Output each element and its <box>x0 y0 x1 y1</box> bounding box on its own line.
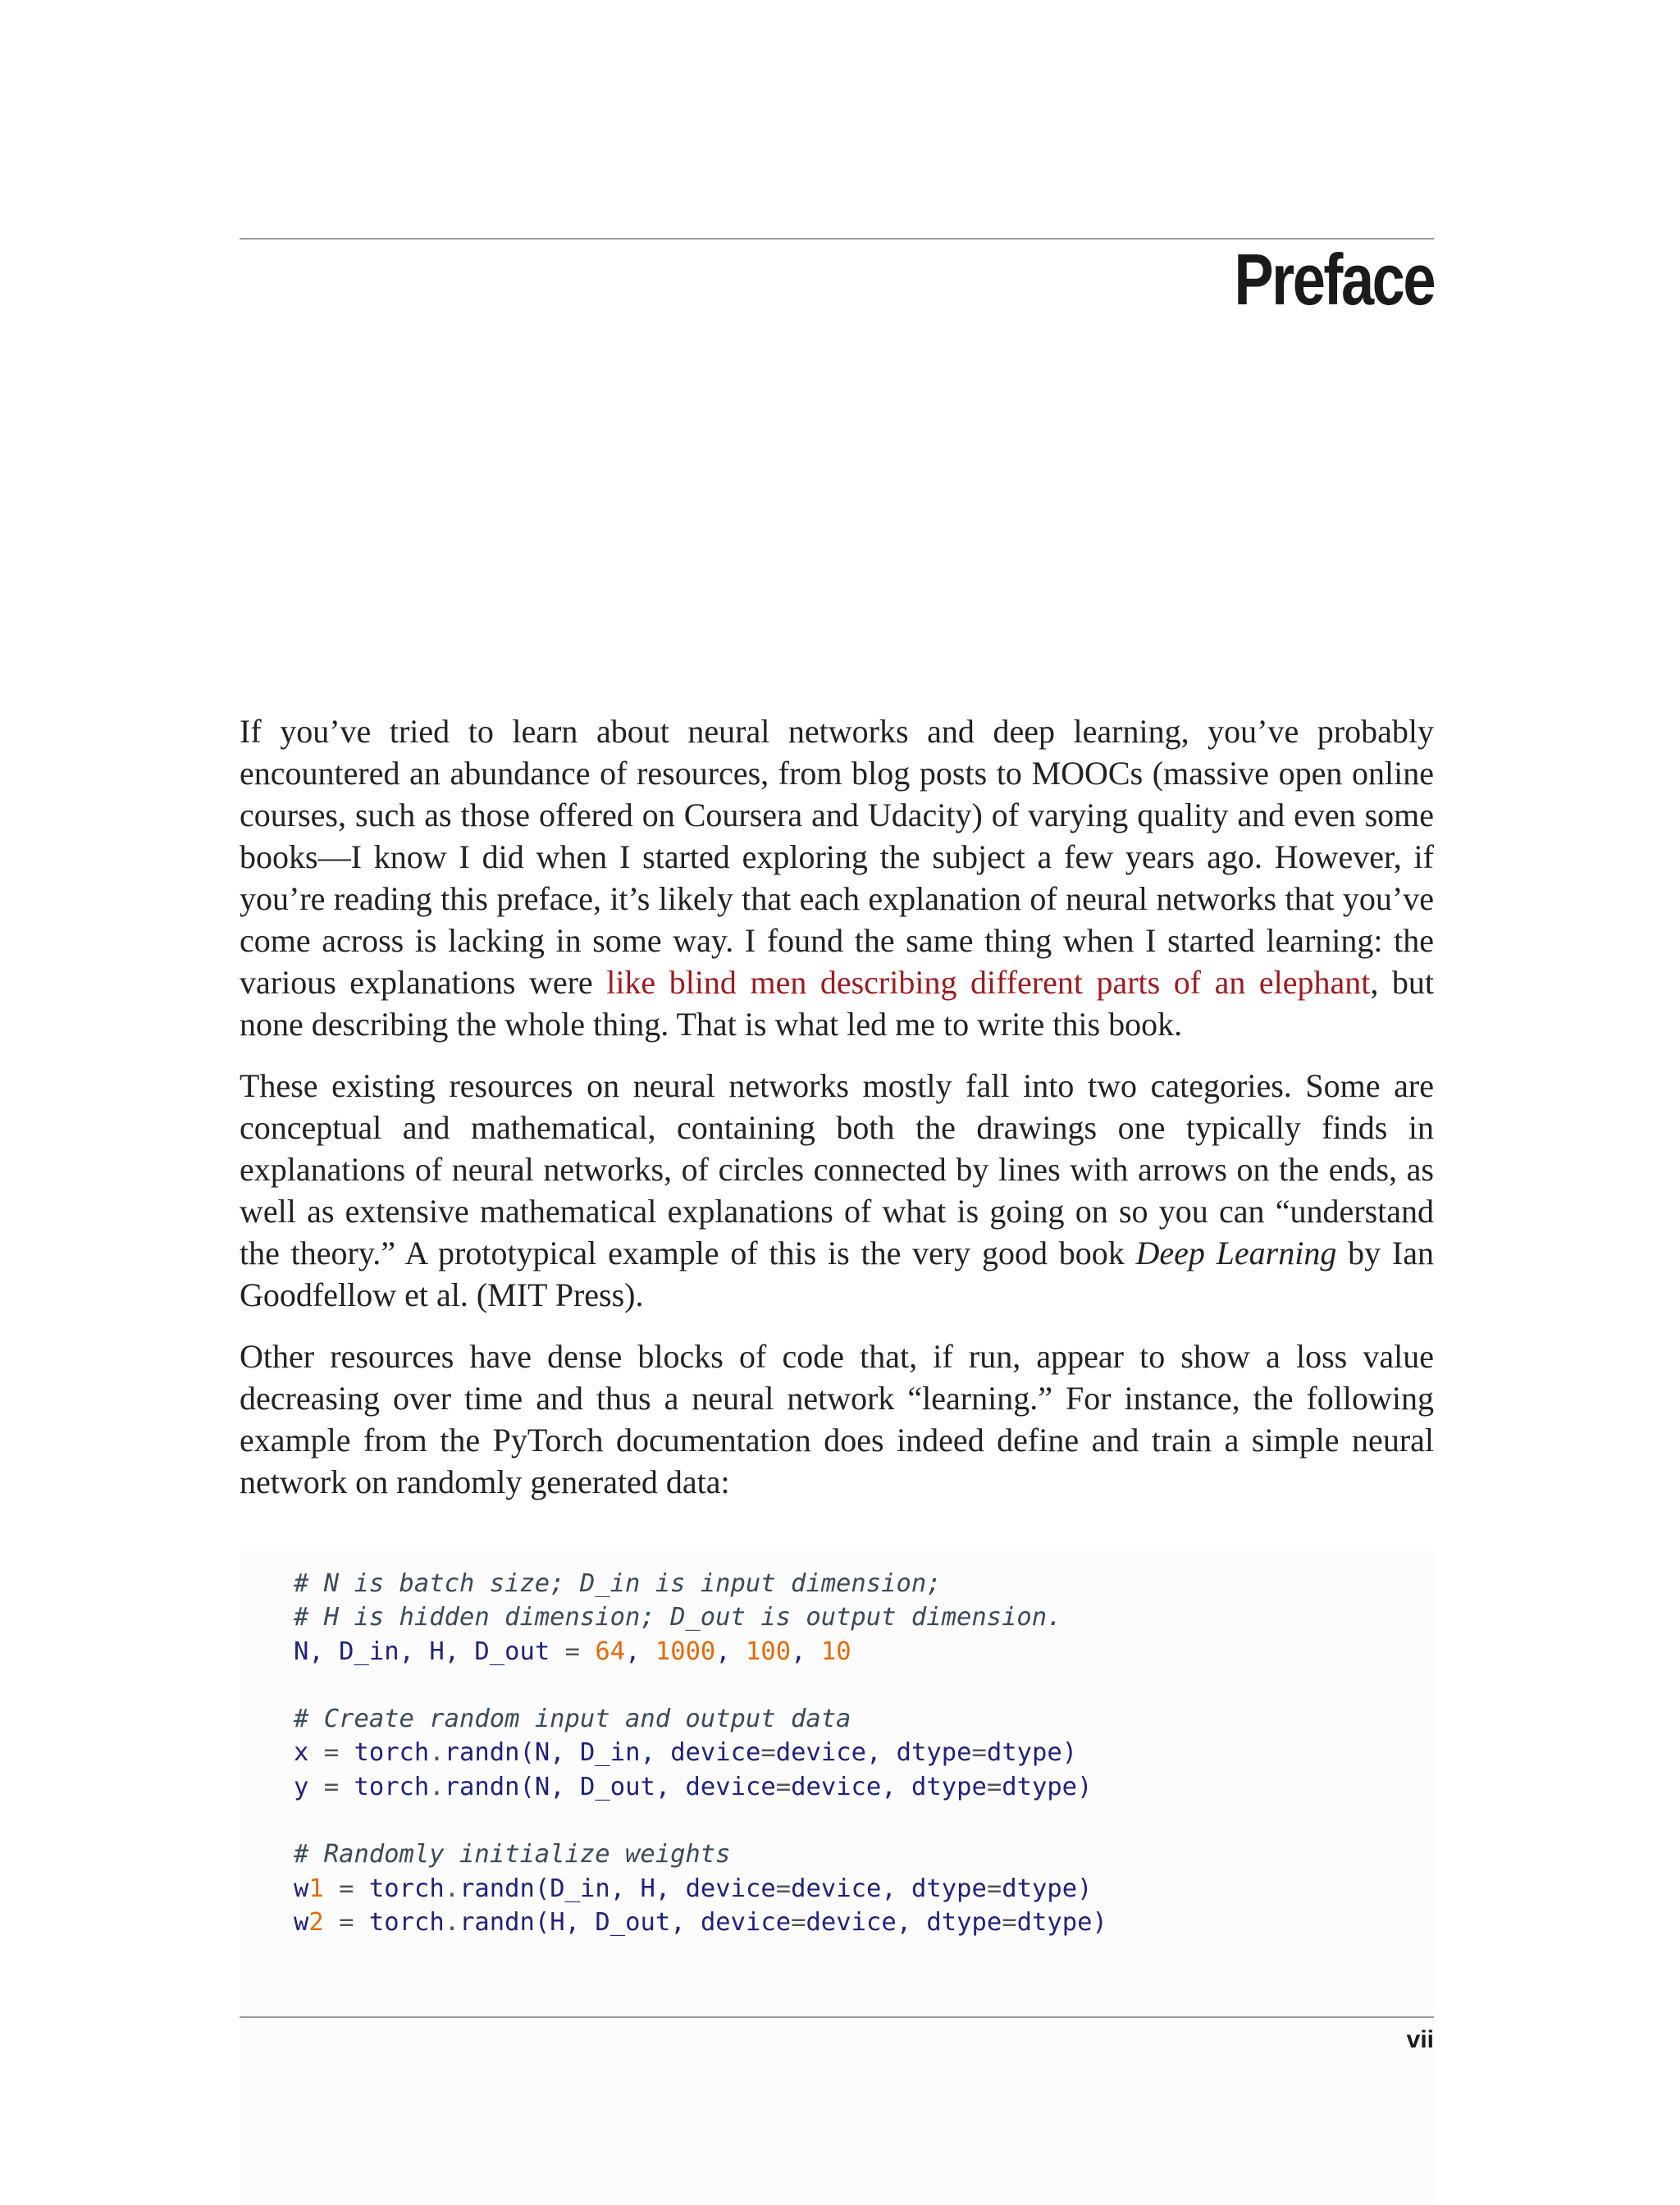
page-number: vii <box>1406 2026 1434 2053</box>
paragraph-1-text-end: , but none describing the whole thing. That is what led me to write this book. <box>240 964 1434 1043</box>
book-title-deep-learning: Deep Learning <box>1135 1235 1337 1271</box>
code-line: # H is hidden dimension; D_out is output dimension. <box>294 1603 1062 1632</box>
elephant-link[interactable]: like blind men describing different parts of an elephant <box>606 964 1371 1001</box>
code-line: w2 = torch.randn(H, D_out, device=device, dtype=dtype) <box>294 1907 1107 1937</box>
code-line: y = torch.randn(N, D_out, device=device, dtype=dtype) <box>294 1772 1093 1801</box>
body-text <box>240 710 1434 1522</box>
code-line: # Randomly initialize weights <box>294 1840 731 1869</box>
paragraph-3: Other resources have dense blocks of code that, if run, appear to show a loss value decreasing over time and thus a neural network “learning.” For instance, the following example from the PyTorch documentation does indeed define and train a simple neural network on randomly generated data: <box>240 1338 1434 1500</box>
code-line <box>294 1669 1107 1702</box>
paragraph-2-text: These existing resources on neural networks mostly fall into two categories. Some are conceptual and mathematical, containing both the drawings one typically finds in explanations of neural networks, of circles connected by lines with arrows on the ends, as well as extensive mathematical explanations of what is going on so you can “understand the theory.” A prototypical example of this is the very good book <box>240 1067 1434 1271</box>
code-line: w1 = torch.randn(D_in, H, device=device, dtype=dtype) <box>294 1874 1093 1903</box>
code-line <box>294 1804 1107 1838</box>
paragraph-1 <box>240 710 1434 1045</box>
chapter-title: Preface <box>1234 239 1434 320</box>
paragraph-2 <box>240 1065 1434 1316</box>
code-line: # Create random input and output data <box>294 1705 851 1734</box>
bottom-rule <box>240 2016 1434 2018</box>
code-line: N, D_in, H, D_out = 64, 1000, 100, 10 <box>294 1637 851 1666</box>
code-line: x = torch.randn(N, D_in, device=device, dtype=dtype) <box>294 1738 1078 1768</box>
paragraph-2-text-end: by Ian Goodfellow et al. (MIT Press). <box>240 1235 1435 1313</box>
paragraph-1-text: If you’ve tried to learn about neural networks and deep learning, you’ve probably encountered an abundance of resources, from blog posts to MOOCs (massive open online courses, such as those offered on Coursera and Udacity) of varying quality and even some books—I know I did when I started exploring the subject a few years ago. However, if you’re reading this preface, it’s likely that each explanation of neural networks that you’ve come across is lacking in some way. I found the same thing when I started learning: the various explanations were <box>240 713 1434 1001</box>
code-block <box>294 1567 1107 1939</box>
code-line: # N is batch size; D_in is input dimension; <box>294 1569 942 1598</box>
